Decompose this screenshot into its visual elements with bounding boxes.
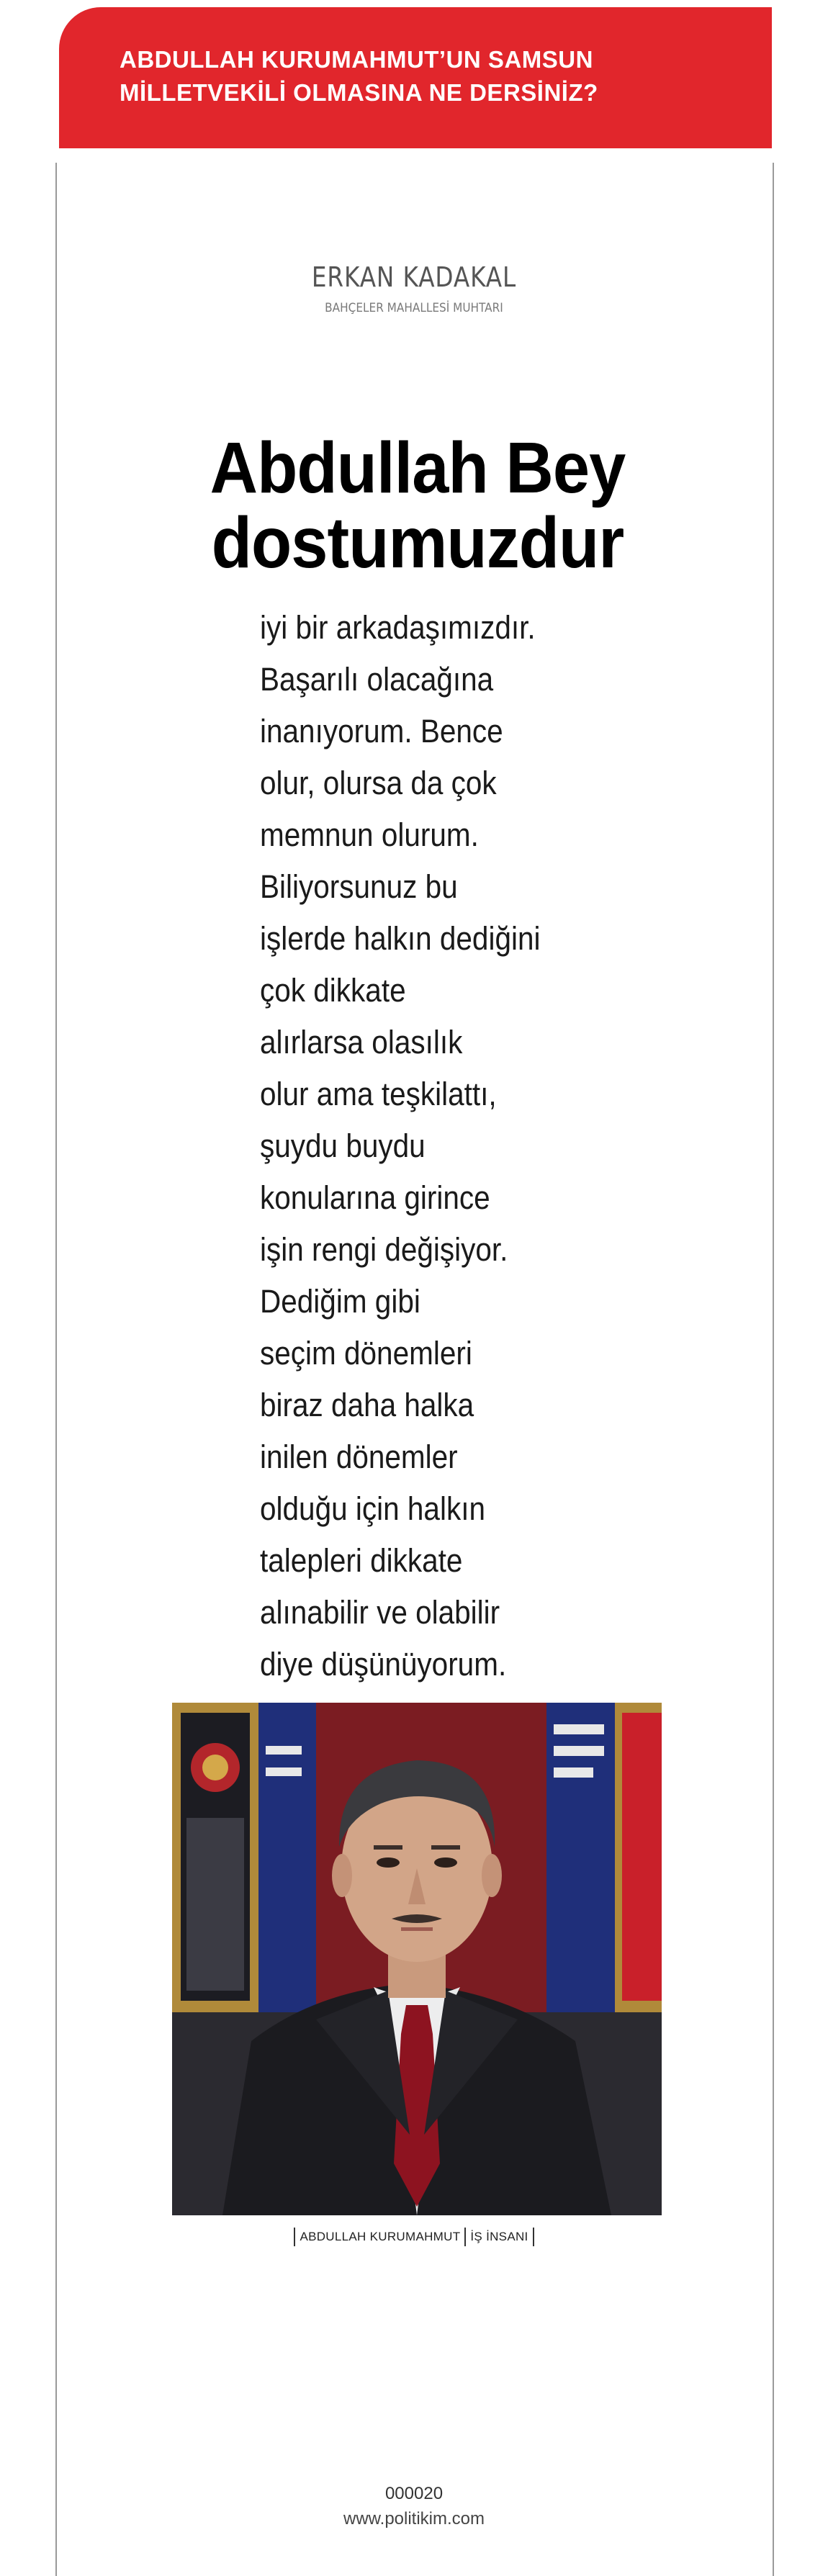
body-line: Dediğim gibi [260,1283,420,1320]
body-line: inanıyorum. Bence [260,713,503,749]
photo-caption [0,2228,828,2246]
body-line: işlerde halkın dediğini [260,920,541,957]
headline-line-2: dostumuzdur [211,503,624,583]
body-line: Biliyorsunuz bu [260,868,458,905]
page-number: 000020 [384,2484,444,2503]
caption-person-name: ABDULLAH KURUMAHMUT [300,2230,461,2243]
body-line: çok dikkate [260,972,406,1009]
caption-divider [464,2228,466,2246]
body-line: alınabilir ve olabilir [260,1594,500,1631]
body-line: işin rengi değişiyor. [260,1231,508,1268]
survey-question [120,43,739,109]
caption-divider [533,2228,534,2246]
body-line: talepleri dikkate [260,1542,463,1579]
body-line: biraz daha halka [260,1387,474,1423]
body-line: iyi bir arkadaşımızdır. [260,609,536,646]
article-body [260,602,597,1690]
website-url: www.politikim.com [343,2509,485,2528]
body-line: inilen dönemler [260,1438,458,1475]
body-line: olduğu için halkın [260,1490,485,1527]
headline [33,428,801,583]
portrait-illustration [172,1703,662,2215]
body-line: memnun olurum. [260,816,479,853]
body-line: olur, olursa da çok [260,765,497,801]
body-line: şuydu buydu [260,1127,426,1164]
portrait-photo [172,1703,662,2215]
body-line: seçim dönemleri [260,1335,472,1372]
caption-divider [294,2228,295,2246]
survey-question-line-2: MİLLETVEKİLİ OLMASINA NE DERSİNİZ? [120,79,598,106]
caption-person-title: İŞ İNSANI [470,2230,528,2243]
body-line: alırlarsa olasılık [260,1024,463,1060]
body-line: Başarılı olacağına [260,661,494,698]
body-line: diye düşünüyorum. [260,1646,507,1683]
author-role: BAHÇELER MAHALLESİ MUHTARI [325,301,503,315]
survey-question-line-1: ABDULLAH KURUMAHMUT’UN SAMSUN [120,46,593,73]
author-name: ERKAN KADAKAL [311,261,517,293]
body-line: konularına girince [260,1179,490,1216]
body-line: olur ama teşkilattı, [260,1076,497,1112]
headline-line-1: Abdullah Bey [210,428,626,508]
